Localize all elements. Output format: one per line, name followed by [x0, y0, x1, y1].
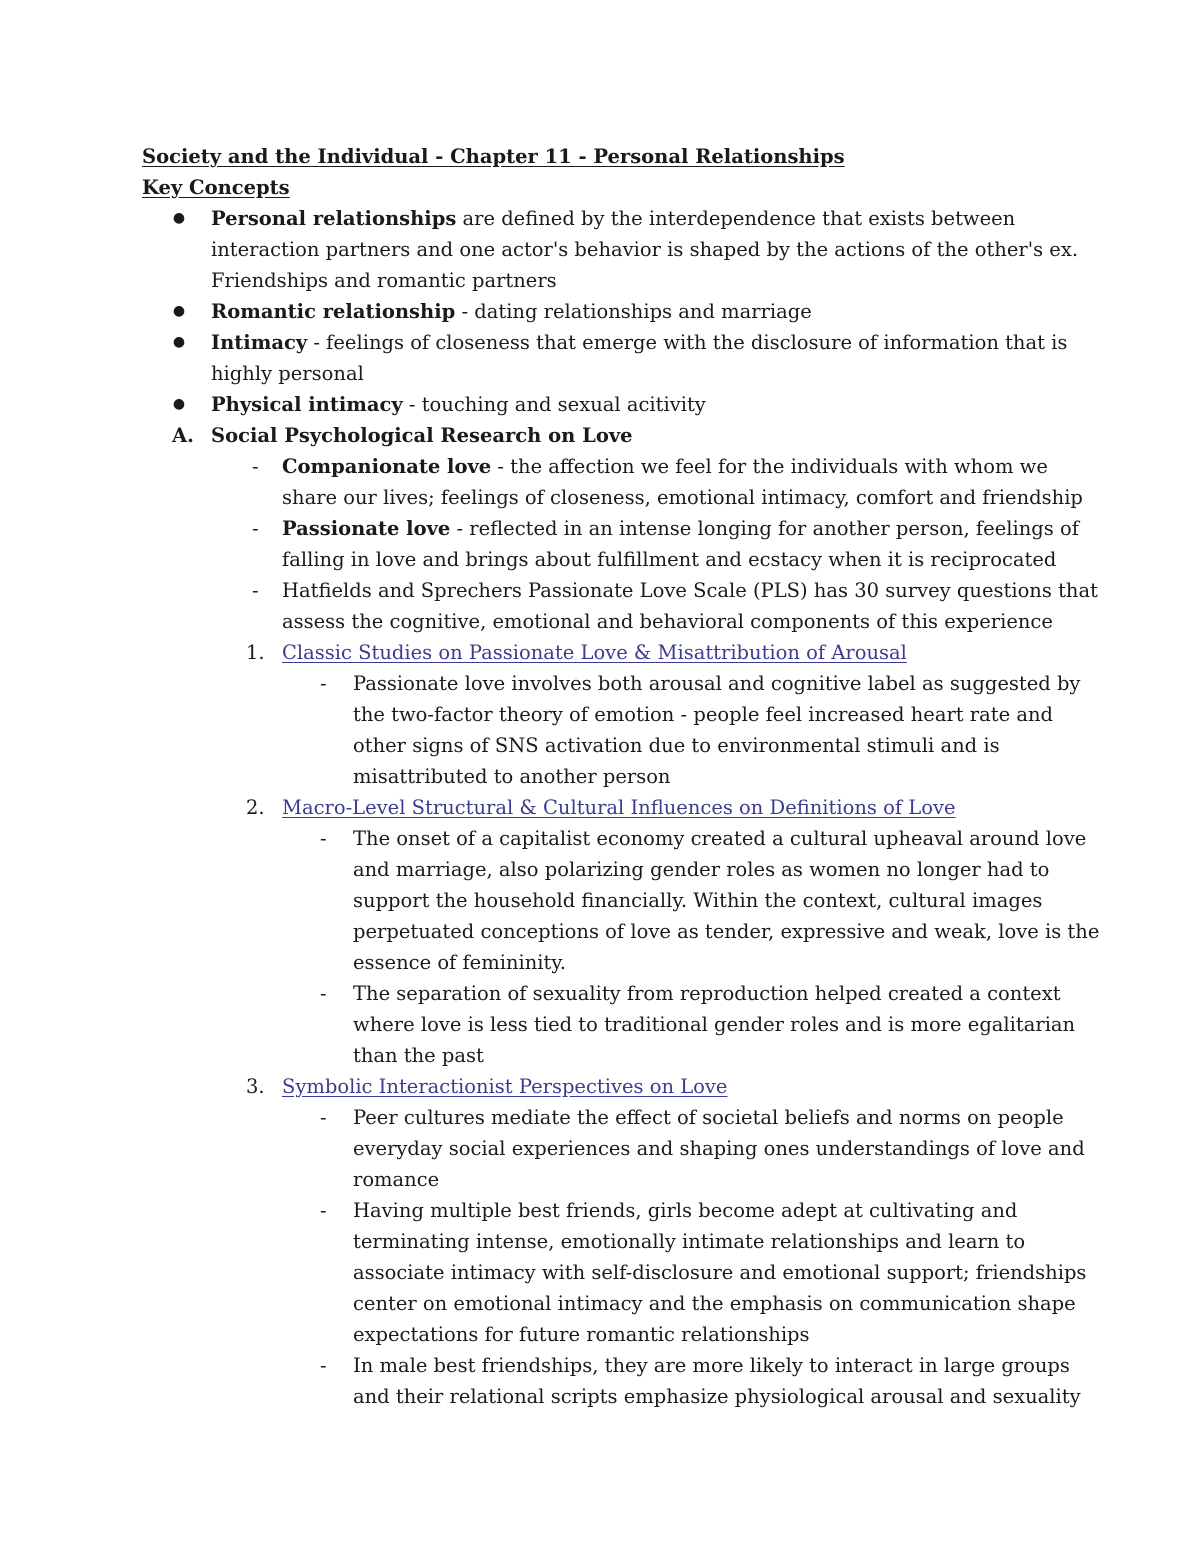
concept-text: - feelings of closeness that emerge with the disclosure of information that is [307, 331, 1068, 354]
point-line: other signs of SNS activation due to environmental stimuli and is [353, 734, 1000, 757]
concept-term: Romantic relationship [211, 300, 456, 323]
concept-term: Personal relationships [211, 207, 457, 230]
point-line: essence of femininity. [353, 951, 567, 974]
concept-term: Physical intimacy [211, 393, 403, 416]
point-line: where love is less tied to traditional gender roles and is more egalitarian [353, 1013, 1076, 1036]
key-concept-line [211, 296, 812, 327]
dash-marker: - [252, 517, 259, 540]
point-line: misattributed to another person [353, 765, 671, 788]
key-concept-line [211, 203, 1015, 234]
point-line: center on emotional intimacy and the emphasis on communication shape [353, 1292, 1076, 1315]
section-a-marker: A. [172, 424, 194, 447]
point-line: everyday social experiences and shaping ones understandings of love and [353, 1137, 1085, 1160]
point-line: associate intimacy with self-disclosure and emotional support; friendships [353, 1261, 1087, 1284]
dash-marker: - [320, 982, 327, 1005]
section-item-line [282, 451, 1048, 482]
point-line: than the past [353, 1044, 484, 1067]
point-line: Peer cultures mediate the effect of societal beliefs and norms on people [353, 1106, 1064, 1129]
concept-text: are defined by the interdependence that exists between [456, 207, 1016, 230]
item-text-line: share our lives; feelings of closeness, emotional intimacy, comfort and friendship [282, 486, 1083, 509]
concept-text: - touching and sexual acitivity [402, 393, 706, 416]
concept-text-line: Friendships and romantic partners [211, 269, 557, 292]
dash-marker: - [320, 827, 327, 850]
dash-marker: - [320, 672, 327, 695]
subsection-link-classic-studies[interactable]: Classic Studies on Passionate Love & Misattribution of Arousal [282, 641, 907, 664]
concept-text: - dating relationships and marriage [455, 300, 812, 323]
point-line: expectations for future romantic relationships [353, 1323, 810, 1346]
key-concept-line [211, 389, 706, 420]
dash-marker: - [320, 1106, 327, 1129]
concept-text-line: interaction partners and one actor's behavior is shaped by the actions of the other's ex. [211, 238, 1079, 261]
subsection-number: 1. [246, 641, 265, 664]
point-line: The onset of a capitalist economy created a cultural upheaval around love [353, 827, 1087, 850]
point-line: terminating intense, emotionally intimate relationships and learn to [353, 1230, 1026, 1253]
point-line: support the household financially. Within the context, cultural images [353, 889, 1043, 912]
item-term: Companionate love [282, 455, 492, 478]
subsection-link-macro-level[interactable]: Macro-Level Structural & Cultural Influences on Definitions of Love [282, 796, 956, 819]
item-text: - the affection we feel for the individuals with whom we [491, 455, 1048, 478]
item-text-line: Hatfields and Sprechers Passionate Love Scale (PLS) has 30 survey questions that [282, 579, 1098, 602]
point-line: and marriage, also polarizing gender roles as women no longer had to [353, 858, 1050, 881]
point-line: In male best friendships, they are more likely to interact in large groups [353, 1354, 1070, 1377]
dash-marker: - [320, 1199, 327, 1222]
key-concept-line [211, 327, 1067, 358]
concept-text-line: highly personal [211, 362, 364, 385]
subsection-link-symbolic-interactionist[interactable]: Symbolic Interactionist Perspectives on Love [282, 1075, 728, 1098]
point-line: and their relational scripts emphasize physiological arousal and sexuality [353, 1385, 1081, 1408]
concept-term: Intimacy [211, 331, 308, 354]
bullet-marker: ● [172, 210, 186, 226]
dash-marker: - [252, 455, 259, 478]
dash-marker: - [252, 579, 259, 602]
document-title: Society and the Individual - Chapter 11 - Personal Relationships [142, 145, 845, 168]
section-a-heading: Social Psychological Research on Love [211, 424, 633, 447]
point-line: the two-factor theory of emotion - people feel increased heart rate and [353, 703, 1054, 726]
section-item-line [282, 513, 1079, 544]
item-term: Passionate love [282, 517, 451, 540]
point-line: perpetuated conceptions of love as tender, expressive and weak, love is the [353, 920, 1100, 943]
item-text-line: falling in love and brings about fulfillment and ecstacy when it is reciprocated [282, 548, 1057, 571]
bullet-marker: ● [172, 396, 186, 412]
point-line: Passionate love involves both arousal and cognitive label as suggested by [353, 672, 1081, 695]
point-line: The separation of sexuality from reproduction helped created a context [353, 982, 1061, 1005]
point-line: Having multiple best friends, girls become adept at cultivating and [353, 1199, 1018, 1222]
bullet-marker: ● [172, 334, 186, 350]
dash-marker: - [320, 1354, 327, 1377]
bullet-marker: ● [172, 303, 186, 319]
subsection-number: 2. [246, 796, 265, 819]
key-concepts-heading: Key Concepts [142, 176, 290, 199]
item-text-line: assess the cognitive, emotional and behavioral components of this experience [282, 610, 1053, 633]
item-text: - reflected in an intense longing for another person, feelings of [450, 517, 1079, 540]
subsection-number: 3. [246, 1075, 265, 1098]
point-line: romance [353, 1168, 440, 1191]
